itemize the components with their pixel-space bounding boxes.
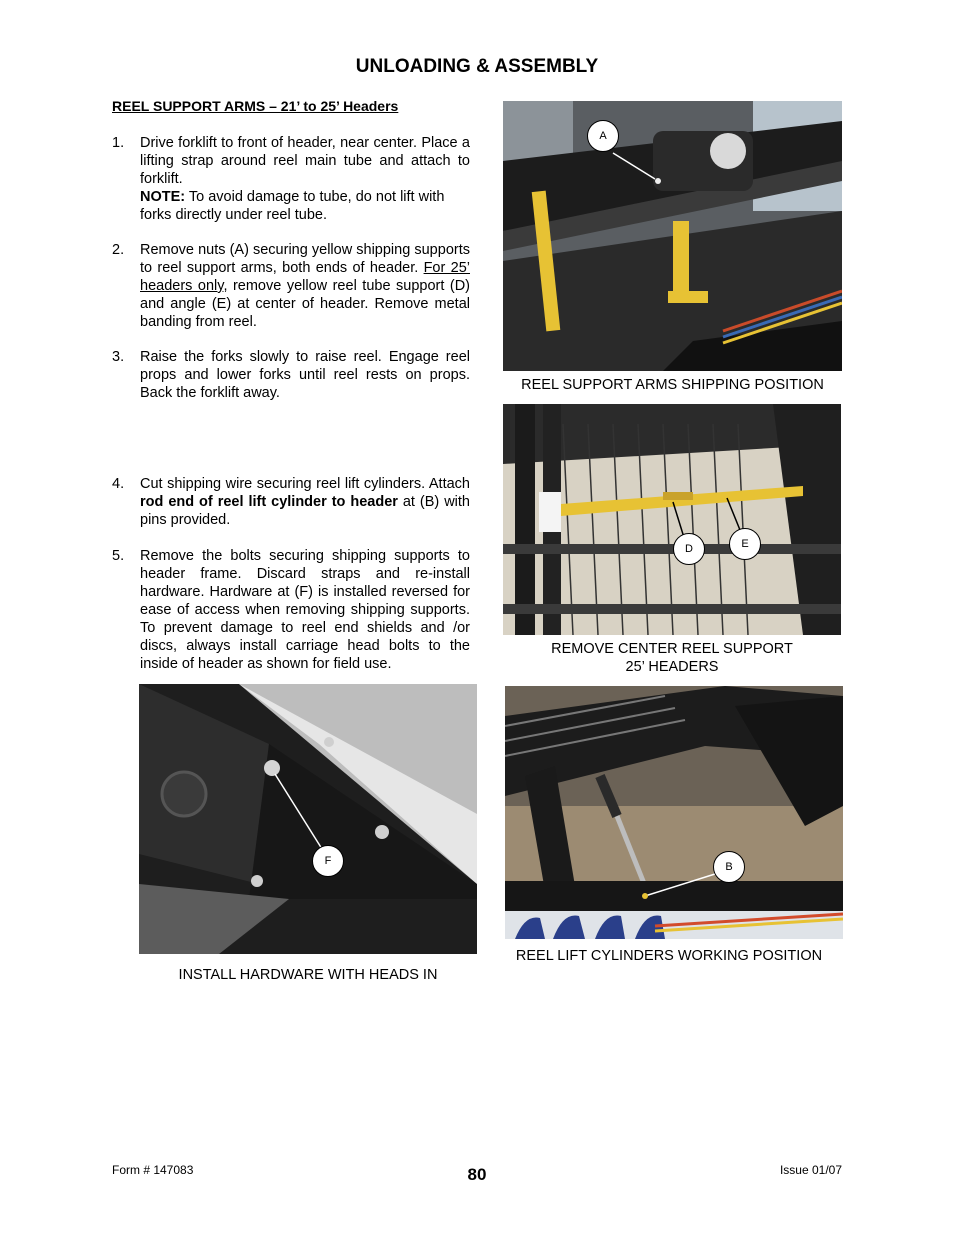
- step-text: , remove yellow reel tube support (D) and angle (E) at center of header. Remove metal banding from reel.: [140, 278, 470, 330]
- step-text: Raise the forks slowly to raise reel. Engage reel props and lower forks until reel rests on props. Back the forklift away.: [140, 349, 470, 401]
- caption-reel-lift-cylinders: REEL LIFT CYLINDERS WORKING POSITION: [515, 948, 823, 964]
- section-heading: REEL SUPPORT ARMS – 21’ to 25’ Headers: [112, 98, 399, 114]
- caption-install-hardware: INSTALL HARDWARE WITH HEADS IN: [178, 967, 438, 983]
- step-5: [112, 547, 470, 673]
- callout-e: E: [729, 528, 761, 560]
- step-number: 1.: [112, 135, 125, 151]
- callout-d: D: [673, 533, 705, 565]
- step-1: [112, 134, 470, 224]
- step-text: Cut shipping wire securing reel lift cylinders. Attach: [140, 476, 470, 492]
- step-3: [112, 348, 470, 402]
- step-number: 3.: [112, 349, 125, 365]
- step-2: [112, 241, 470, 331]
- caption-line: 25’ HEADERS: [625, 659, 719, 675]
- step-text: at (B) with pins provided.: [140, 494, 470, 528]
- callout-a: A: [587, 120, 619, 152]
- step-text: Remove the bolts securing shipping supports to header frame. Discard straps and re-install hardware. Hardware at (F) is installed reversed for ease of access when removing shipping supports. To prevent damage to reel end shields and /or discs, always install carriage head bolts to the inside of header as shown for field use.: [140, 548, 470, 672]
- step-text-bold: rod end of reel lift cylinder to header: [140, 494, 398, 510]
- step-4: [112, 475, 470, 529]
- step-text: Remove nuts (A) securing yellow shipping supports to reel support arms, both ends of header.: [140, 242, 470, 276]
- photo-center-reel-support: [503, 404, 841, 635]
- step-number: 5.: [112, 548, 125, 564]
- callout-b: B: [713, 851, 745, 883]
- note-label: NOTE:: [140, 189, 186, 205]
- note-text: To avoid damage to tube, do not lift with forks directly under reel tube.: [140, 189, 445, 223]
- step-number: 4.: [112, 476, 125, 492]
- issue-date: Issue 01/07: [779, 1163, 842, 1177]
- step-text-underlined: For 25’ headers only: [140, 260, 470, 294]
- form-number: Form # 147083: [112, 1163, 194, 1177]
- caption-center-reel-support: [503, 640, 841, 676]
- page-title: UNLOADING & ASSEMBLY: [355, 56, 599, 77]
- photo-install-hardware: [139, 684, 477, 954]
- caption-reel-support-arms: REEL SUPPORT ARMS SHIPPING POSITION: [521, 377, 824, 393]
- step-number: 2.: [112, 242, 125, 258]
- photo-reel-support-arms: [503, 101, 842, 371]
- photo-reel-lift-cylinders: [505, 686, 843, 939]
- caption-line: REMOVE CENTER REEL SUPPORT: [551, 641, 793, 657]
- callout-f: F: [312, 845, 344, 877]
- page-number: 80: [467, 1165, 487, 1184]
- step-text: Drive forklift to front of header, near center. Place a lifting strap around reel main tube and attach to forklift.: [140, 135, 470, 187]
